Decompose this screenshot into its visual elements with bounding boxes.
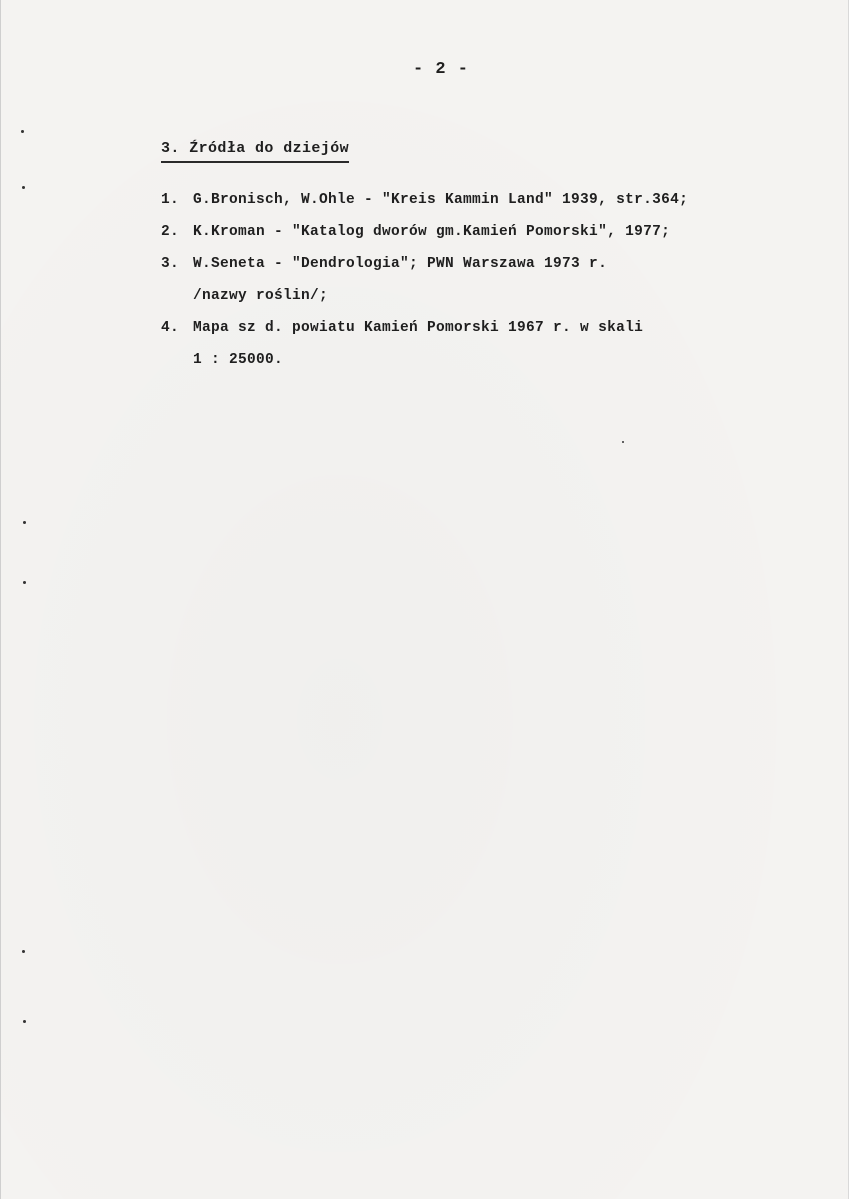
list-item-text (193, 248, 607, 312)
list-item-line: K.Kroman - "Katalog dworów gm.Kamień Pomorski", 1977; (193, 224, 671, 240)
page-number: - 2 - (412, 60, 469, 79)
list-item (161, 248, 781, 312)
paper-speck (21, 130, 24, 133)
paper-speck (22, 186, 25, 189)
list-item (161, 216, 781, 248)
list-item-line: /nazwy roślin/; (193, 288, 329, 304)
paper-speck (23, 1020, 26, 1023)
sources-list (161, 184, 781, 376)
list-item-line: W.Seneta - "Dendrologia"; PWN Warszawa 1973 r. (193, 256, 608, 272)
list-item-line: G.Bronisch, W.Ohle - "Kreis Kammin Land" 1939, str.364; (193, 192, 689, 208)
list-item (161, 312, 781, 376)
paper-speck (23, 581, 26, 584)
list-item-text (193, 184, 688, 216)
list-item-line: 1 : 25000. (193, 352, 284, 368)
list-item-text (193, 312, 643, 376)
list-item-number: 1. (161, 192, 180, 208)
list-item (161, 184, 781, 216)
paper-speck (23, 521, 26, 524)
list-item-number: 2. (161, 224, 180, 240)
list-item-text (193, 216, 670, 248)
paper-speck (622, 441, 624, 443)
section-heading: 3. Źródła do dziejów (161, 140, 349, 163)
list-item-number: 4. (161, 320, 180, 336)
list-item-line: Mapa sz d. powiatu Kamień Pomorski 1967 r. w skali (193, 320, 644, 336)
list-item-number: 3. (161, 256, 180, 272)
paper-speck (22, 950, 25, 953)
